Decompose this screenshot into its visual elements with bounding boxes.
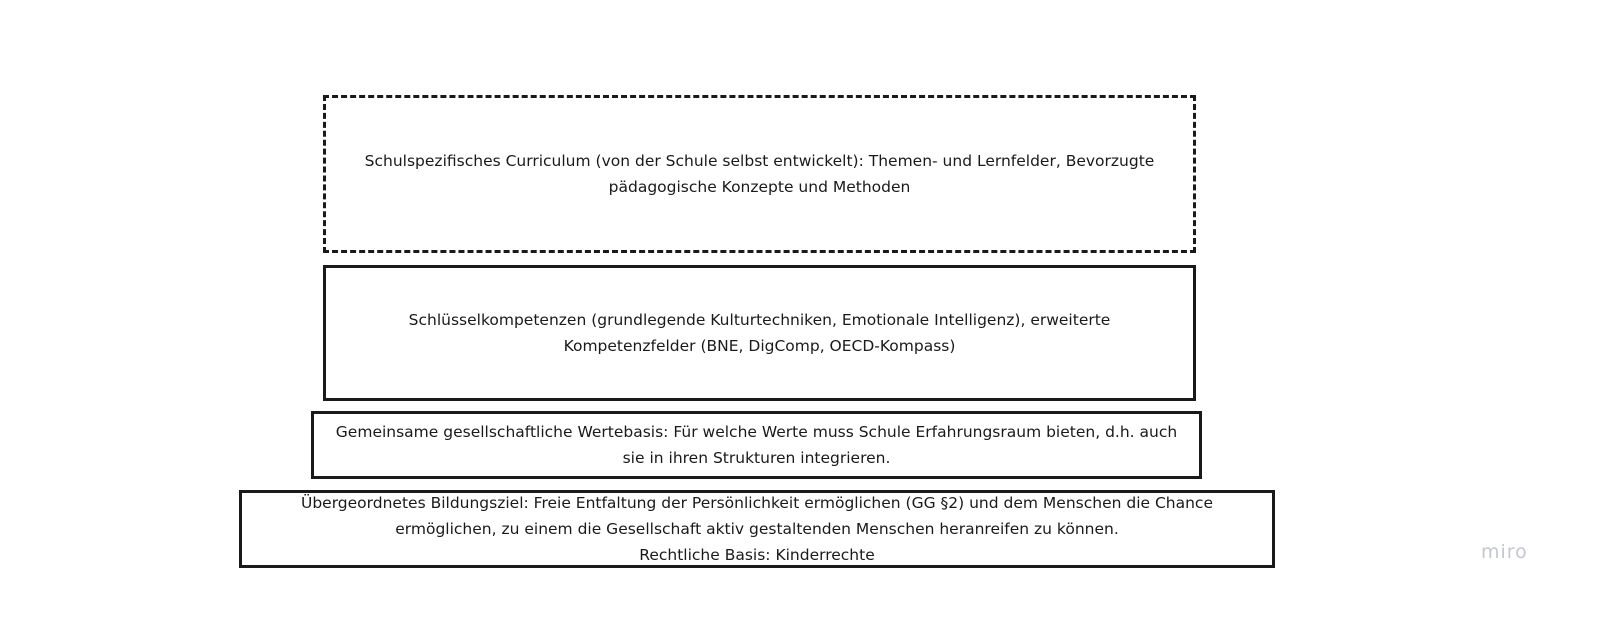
school-curriculum-box[interactable]	[323, 95, 1196, 253]
shared-values-text: Gemeinsame gesellschaftliche Wertebasis: Für welche Werte muss Schule Erfahrungsraum bieten, d.h. auch sie in ihren Strukturen integrieren.	[335, 423, 1178, 467]
school-curriculum-text: Schulspezifisches Curriculum (von der Schule selbst entwickelt): Themen- und Lernfelder, Bevorzugte pädagogische Konzepte und Methoden	[364, 152, 1155, 196]
shared-values-box[interactable]	[311, 411, 1202, 479]
miro-logo: miro	[1481, 541, 1528, 563]
education-goal-text: Übergeordnetes Bildungsziel: Freie Entfaltung der Persönlichkeit ermöglichen (GG §2) und dem Menschen die Chance ermöglichen, zu einem die Gesellschaft aktiv gestaltenden Menschen heranreifen zu können.	[300, 494, 1213, 538]
key-competencies-box[interactable]	[323, 265, 1196, 401]
legal-basis-text: Rechtliche Basis: Kinderrechte	[639, 546, 875, 564]
education-goal-box[interactable]	[239, 490, 1275, 568]
key-competencies-text: Schlüsselkompetenzen (grundlegende Kulturtechniken, Emotionale Intelligenz), erweiterte Kompetenzfelder (BNE, DigComp, OECD-Kompass)	[408, 311, 1111, 355]
